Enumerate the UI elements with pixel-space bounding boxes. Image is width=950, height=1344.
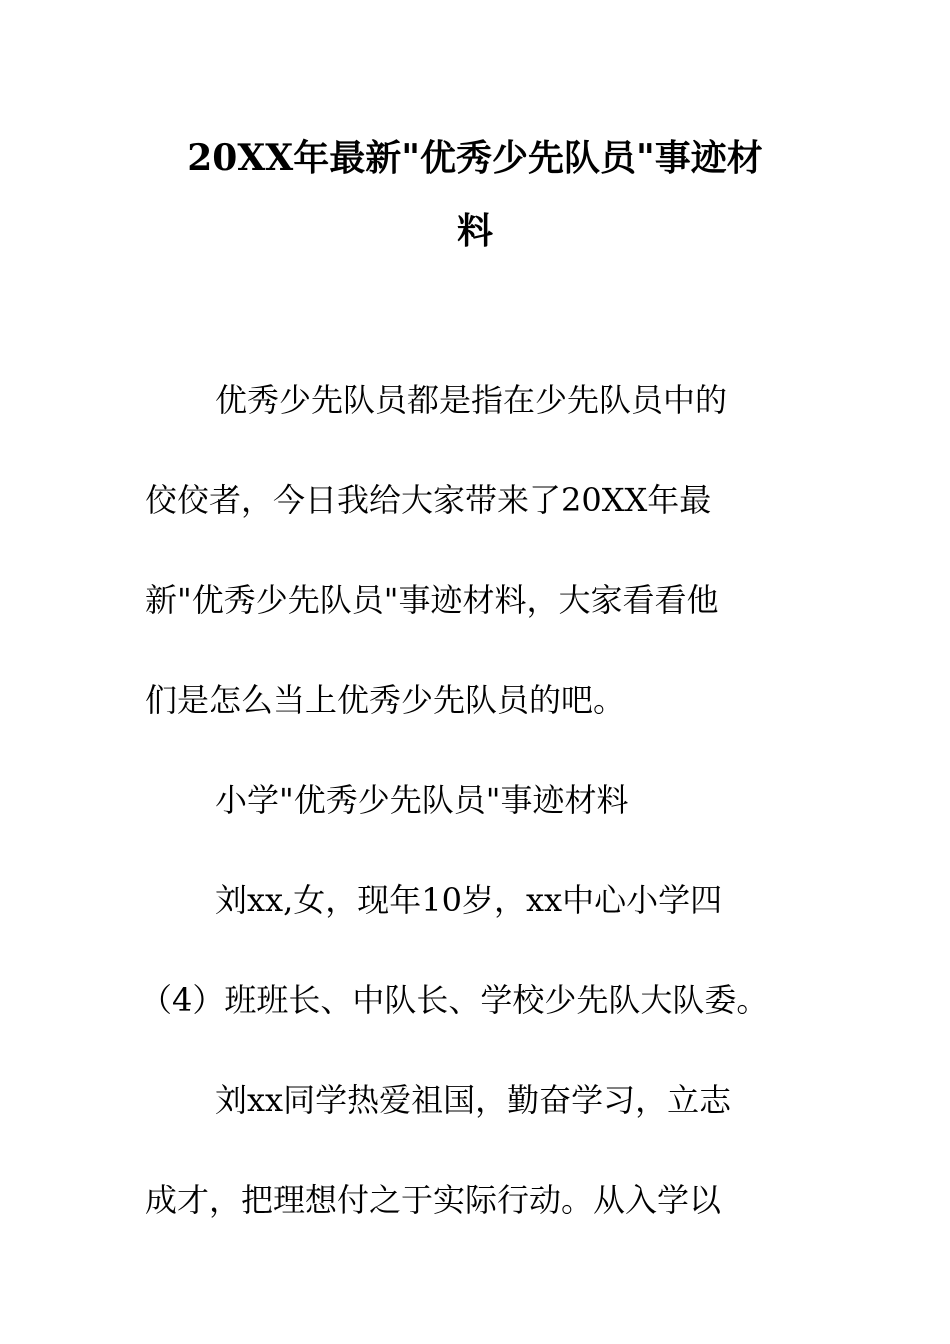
- paragraph-line-4: 们是怎么当上优秀少先队员的吧。: [145, 681, 626, 719]
- paragraph-line-5: 刘xx,女，现年10岁，xx中心小学四: [215, 881, 723, 919]
- document-title-line-1: 20XX年最新"优秀少先队员"事迹材: [187, 137, 763, 179]
- paragraph-line-3: 新"优秀少先队员"事迹材料，大家看看他: [145, 581, 719, 619]
- paragraph-line-1: 优秀少先队员都是指在少先队员中的: [215, 381, 728, 419]
- section-heading: 小学"优秀少先队员"事迹材料: [215, 781, 629, 819]
- paragraph-line-7: 刘xx同学热爱祖国，勤奋学习，立志: [215, 1081, 732, 1119]
- document-title-line-2: 料: [456, 210, 493, 252]
- paragraph-line-8: 成才，把理想付之于实际行动。从入学以: [145, 1181, 722, 1219]
- paragraph-line-6: （4）班班长、中队长、学校少先队大队委。: [140, 981, 769, 1019]
- paragraph-line-2: 佼佼者，今日我给大家带来了20XX年最: [145, 481, 712, 519]
